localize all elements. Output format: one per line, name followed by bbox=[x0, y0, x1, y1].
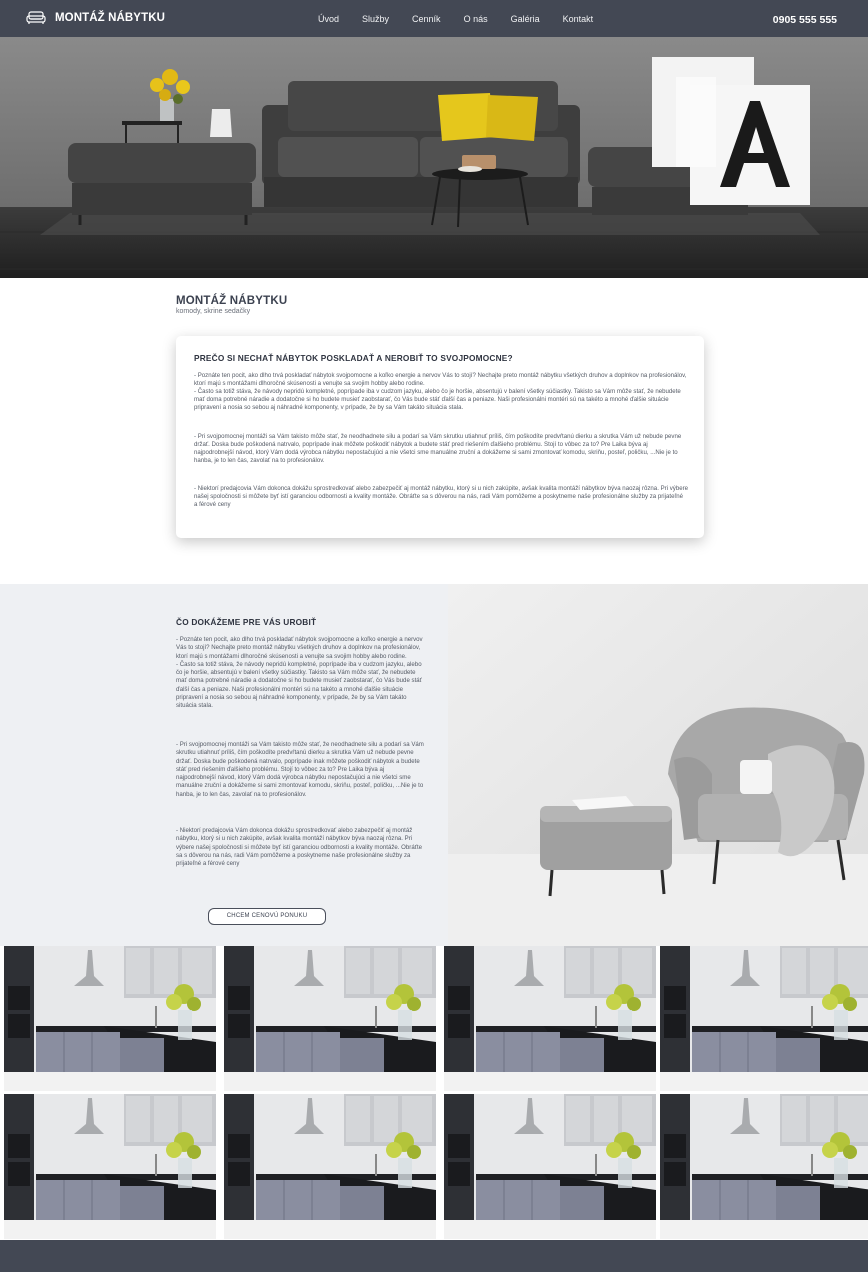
gallery-image-7[interactable] bbox=[444, 1094, 656, 1239]
gallery-image-6[interactable] bbox=[224, 1094, 436, 1239]
services-paragraph-1: - Poznáte ten pocit, ako dlho trvá poskladať nábytok svojpomocne a koľko energie a nervov Vás to stojí? Nechajte preto montáž nábytku všetkých druhov a doplnkov na profesionálov, ktorí majú s montážami dlhoročné skúsenosti a venujte sa svojim hobby alebo rodine. - Často sa totiž stáva, že návody nepridú kompletné, poprípade iba v cudzom jazyku, alebo čo je horšie, absentujú v balení všetky súčiastky. Takisto sa Vám môže stať, že nebudete mať doma potrebné náradie a dodatočne si ho budete musieť zaobstarať, čo Vás bude stáť ďalší čas a peniaze. Naši profesionálni montéri sú na takéto a mnohé ďalšie situácie pripravení a nosia so sebou aj náhradné komponenty, v prípade, že by sa Vám takáto situácia stala. bbox=[176, 636, 423, 710]
menu-item-uvod[interactable]: Úvod bbox=[318, 13, 340, 24]
kitchen-photo bbox=[4, 1094, 216, 1239]
why-us-card bbox=[176, 336, 704, 538]
kitchen-photo bbox=[444, 1094, 656, 1239]
sofa-icon bbox=[26, 10, 46, 26]
why-us-paragraph-3: - Niektorí predajcovia Vám dokonca dokážu sprostredkovať alebo zabezpečiť aj montáž nábytku, ktorý si u nich zakúpite, avšak kvalita montáží nábytkov býva naozaj rôzna. Pri výbere našej spoločnosti si môžete byť istí garanciou odbornosti a kvality montáže. Obráťte sa s dôverou na nás, radi Vám pomôžeme a poskytneme naše profesionálne služby za prijateľné a férové ceny bbox=[194, 485, 689, 508]
hero-image bbox=[0, 37, 868, 278]
gallery-image-1[interactable] bbox=[4, 946, 216, 1091]
services-heading: ČO DOKÁŽEME PRE VÁS UROBIŤ bbox=[176, 617, 317, 627]
kitchen-photo bbox=[4, 946, 216, 1091]
top-navbar bbox=[0, 0, 868, 37]
living-room-illustration bbox=[0, 37, 868, 278]
intro-title: MONTÁŽ NÁBYTKU bbox=[176, 295, 288, 307]
main-menu bbox=[318, 0, 616, 37]
phone-number[interactable]: 0905 555 555 bbox=[772, 14, 837, 26]
quote-request-button[interactable]: CHCEM CENOVÚ PONUKU bbox=[208, 908, 326, 925]
brand-logo[interactable] bbox=[26, 10, 165, 26]
services-paragraph-2: - Pri svojpomocnej montáži sa Vám takisto môže stať, že neodhadnete silu a podarí sa Vám skrutku utiahnuť príliš, čím poškodíte predvŕtanú dierku a skrutka Vám už nebude pevne držať. Doska bude poškodená natrvalo, poprípade inak môžete poškodiť nábytok a budete stáť pred riešením ďalšieho problému. Stojí to vôbec za to? Pre Laika býva aj najpodrobnejší návod, ktorý Vám dodá výrobca nábytku nepostačujúci a nie všetci sme manuálne zruční a dokážeme si sami zmontovať komodu, skriňu, posteľ, poličku, ...Nie je to hanba, je to len čas, zavolať na to profesionálov. bbox=[176, 741, 424, 798]
gallery-image-8[interactable] bbox=[660, 1094, 868, 1239]
menu-item-galeria[interactable]: Galéria bbox=[510, 13, 540, 24]
gallery-image-2[interactable] bbox=[224, 946, 436, 1091]
menu-item-sluzby[interactable]: Služby bbox=[362, 13, 390, 24]
gallery-image-5[interactable] bbox=[4, 1094, 216, 1239]
armchair-illustration bbox=[448, 584, 868, 946]
intro-subtitle: komody, skrine sedačky bbox=[176, 308, 251, 315]
why-us-paragraph-2: - Pri svojpomocnej montáži sa Vám takisto môže stať, že neodhadnete silu a podarí sa Vám skrutku utiahnuť príliš, čím poškodíte predvŕtanú dierku a skrutka Vám už nebude pevne držať. Doska bude poškodená natrvalo, poprípade inak môžete poškodiť nábytok a budete stáť pred riešením ďalšieho problému. Stojí to vôbec za to? Pre Laika býva aj najpodrobnejší návod, ktorý Vám dodá výrobca nábytku nepostačujúci a nie všetci sme manuálne zruční a dokážeme si sami zmontovať komodu, skriňu, posteľ, poličku, ...Nie je to hanba, je to len čas, zavolať na to profesionálov. bbox=[194, 433, 682, 464]
menu-item-cennik[interactable]: Cenník bbox=[412, 13, 441, 24]
armchair-image bbox=[448, 584, 868, 946]
kitchen-photo bbox=[444, 946, 656, 1091]
kitchen-photo bbox=[224, 1094, 436, 1239]
kitchen-photo bbox=[224, 946, 436, 1091]
gallery-grid bbox=[0, 946, 868, 1240]
menu-item-kontakt[interactable]: Kontakt bbox=[562, 13, 594, 24]
menu-item-o-nas[interactable]: O nás bbox=[463, 13, 488, 24]
why-us-paragraph-1: - Poznáte ten pocit, ako dlho trvá poskladať nábytok svojpomocne a koľko energie a nervov Vás to stojí? Nechajte preto montáž nábytku všetkých druhov a doplnkov na profesionálov, ktorí majú s montážami dlhoročné skúsenosti a venujte sa svojim hobby alebo rodine. - Často sa totiž stáva, že návody nepridú kompletné, poprípade iba v cudzom jazyku, alebo čo je horšie, absentujú v balení všetky súčiastky. Takisto sa Vám môže stať, že nebudete mať doma potrebné náradie a dodatočne si ho budete musieť zaobstarať, čo Vás bude stáť ďalší čas a peniaze. Naši profesionálni montéri sú na takéto a mnohé ďalšie situácie pripravení a nosia so sebou aj náhradné komponenty, v prípade, že by sa Vám takáto situácia stala. bbox=[194, 372, 687, 411]
brand-name: MONTÁŽ NÁBYTKU bbox=[55, 12, 165, 24]
kitchen-photo bbox=[660, 946, 868, 1091]
kitchen-photo bbox=[660, 1094, 868, 1239]
services-paragraph-3: - Niektorí predajcovia Vám dokonca dokážu sprostredkovať alebo zabezpečiť aj montáž nábytku, ktorý si u nich zakúpite, avšak kvalita montáží nábytkov býva naozaj rôzna. Pri výbere našej spoločnosti si môžete byť istí garanciou odbornosti a kvality montáže. Obráťte sa s dôverou na nás, radi Vám pomôžeme a poskytneme naše profesionálne služby za prijateľné a férové ceny bbox=[176, 827, 423, 868]
why-us-heading: PREČO SI NECHAŤ NÁBYTOK POSKLADAŤ A NEROBIŤ TO SVOJPOMOCNE? bbox=[194, 353, 513, 363]
gallery-image-3[interactable] bbox=[444, 946, 656, 1091]
footer-bar bbox=[0, 1240, 868, 1272]
gallery-image-4[interactable] bbox=[660, 946, 868, 1091]
